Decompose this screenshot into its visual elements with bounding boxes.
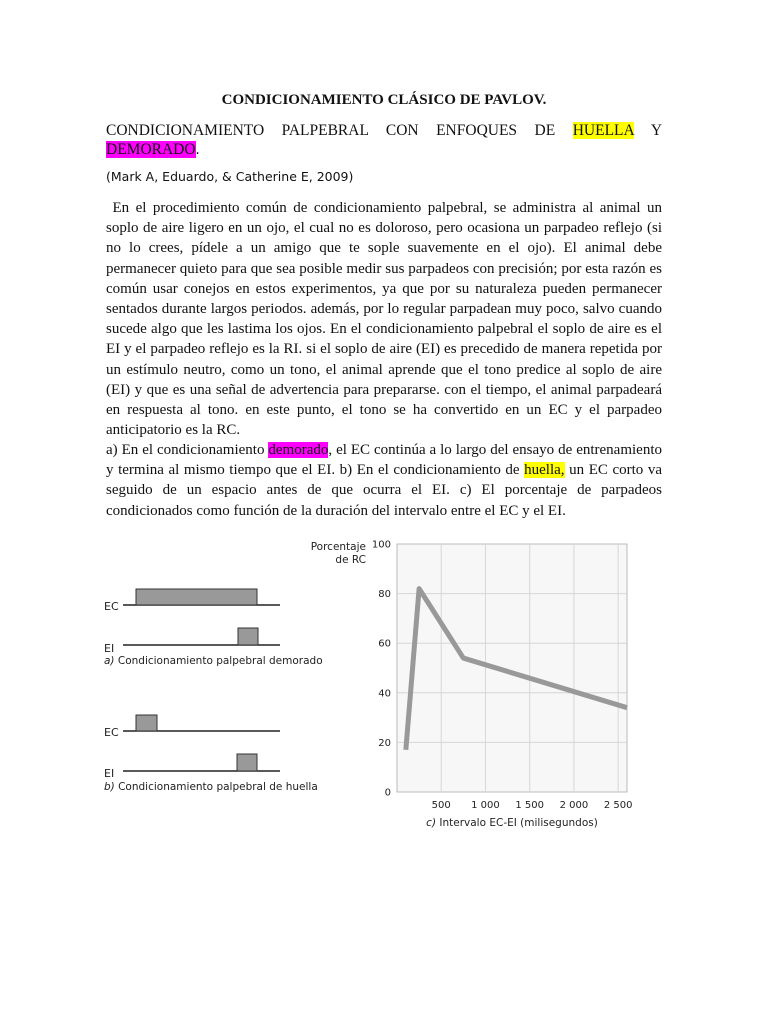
chart-xlabel-letter: c): [426, 817, 437, 829]
panel-a-ec-label: EC: [104, 600, 119, 613]
subtitle-demorado-highlight: DEMORADO: [106, 141, 196, 158]
document-subtitle: [106, 121, 662, 140]
p2-huella-highlight: huella,: [524, 462, 565, 479]
document-title: CONDICIONAMIENTO CLÁSICO DE PAVLOV.: [221, 92, 547, 108]
x-tick-label: 2 500: [603, 800, 633, 811]
y-tick-label: 40: [378, 688, 391, 700]
panel-b-caption-letter: b): [104, 781, 115, 793]
panel-b-ei-label: EI: [104, 767, 115, 780]
panel-a-ec-pulse: [136, 589, 257, 605]
chart-xlabel-text: Intervalo EC-EI (milisegundos): [436, 817, 598, 829]
paragraph-2: [106, 440, 662, 521]
panel-a-delay-diagram: [104, 589, 323, 667]
panel-c-chart: [311, 540, 633, 830]
subtitle-y: Y: [650, 122, 663, 139]
y-tick-label: 0: [384, 787, 391, 799]
panel-a-ei-label: EI: [104, 642, 115, 655]
p2-part-a: a) En el condicionamiento: [106, 442, 269, 458]
x-tick-label: 2 000: [559, 800, 589, 811]
panel-b-ec-label: EC: [104, 726, 119, 739]
x-tick-label: 500: [431, 800, 451, 811]
subtitle-text: CONDICIONAMIENTO PALPEBRAL CON ENFOQUES DE: [106, 122, 556, 139]
x-tick-label: 1 000: [471, 800, 500, 811]
p2-demorado-highlight: demorado: [268, 442, 329, 458]
paragraph-1: En el procedimiento común de condicionamiento palpebral, se administra al animal un soplo de aire ligero en un ojo, el cual no es doloroso, pero ocasiona un parpadeo reflejo (si no lo crees, pídele a un amigo que te sople suavemente en el ojo). El animal debe permanecer quieto para que sea posible medir sus parpadeos con precisión; por esta razón es común usar conejos en estos experimentos, ya que por su naturaleza pueden permanecer sentados durante largos periodos. además, por lo regular parpadean muy poco, salvo cuando sucede algo que les lastima los ojos. En el condicionamiento palpebral el soplo de aire es el EI y el parpadeo reflejo es la RI. si el soplo de aire (EI) es precedido de manera repetida por un estímulo neutro, como un tono, el animal aprende que el tono predice al soplo de aire (EI) y que es una señal de advertencia para prepararse. con el tiempo, el animal parpadeará en respuesta al tono. en este punto, el tono se ha convertido en un EC y el parpadeo anticipatorio es la RC.: [106, 200, 666, 439]
panel-a-caption-letter: a): [104, 655, 115, 667]
chart-ylabel-line1: Porcentaje: [310, 541, 366, 553]
y-tick-label: 20: [378, 737, 391, 749]
panel-a-ei-pulse: [238, 628, 258, 645]
y-tick-label: 100: [371, 539, 391, 551]
y-tick-label: 60: [378, 638, 391, 650]
panel-b-caption: [104, 781, 318, 793]
p2-part-c: un EC corto va seguido de un espacio antes de que ocurra el EI. c) El porcentaje de parpadeos condicionados como función de la duración del intervalo entre el EC y el EI.: [106, 462, 662, 519]
panel-b-ei-pulse: [237, 754, 257, 771]
panel-b-ec-pulse: [136, 715, 157, 731]
chart-xlabel: [426, 817, 598, 829]
subtitle-huella-highlight: HUELLA: [572, 122, 634, 139]
x-tick-label: 1 500: [515, 800, 545, 811]
figure: [90, 530, 650, 840]
panel-a-caption: [104, 655, 323, 667]
panel-b-trace-diagram: [104, 715, 318, 793]
subtitle-end: .: [195, 141, 200, 158]
chart-ylabel-line2: de RC: [335, 554, 366, 566]
chart-plot-area: [397, 544, 627, 792]
document-subtitle-line2: [106, 140, 199, 159]
panel-b-caption-text: Condicionamiento palpebral de huella: [114, 781, 318, 793]
p2-part-b: , el EC continúa a lo largo del ensayo de entrenamiento y termina al mismo tiempo que el EI. b) En el condicionamiento de: [106, 442, 663, 479]
y-tick-label: 80: [378, 589, 391, 601]
panel-a-caption-text: Condicionamiento palpebral demorado: [114, 655, 323, 667]
citation: (Mark A, Eduardo, & Catherine E, 2009): [106, 169, 354, 184]
